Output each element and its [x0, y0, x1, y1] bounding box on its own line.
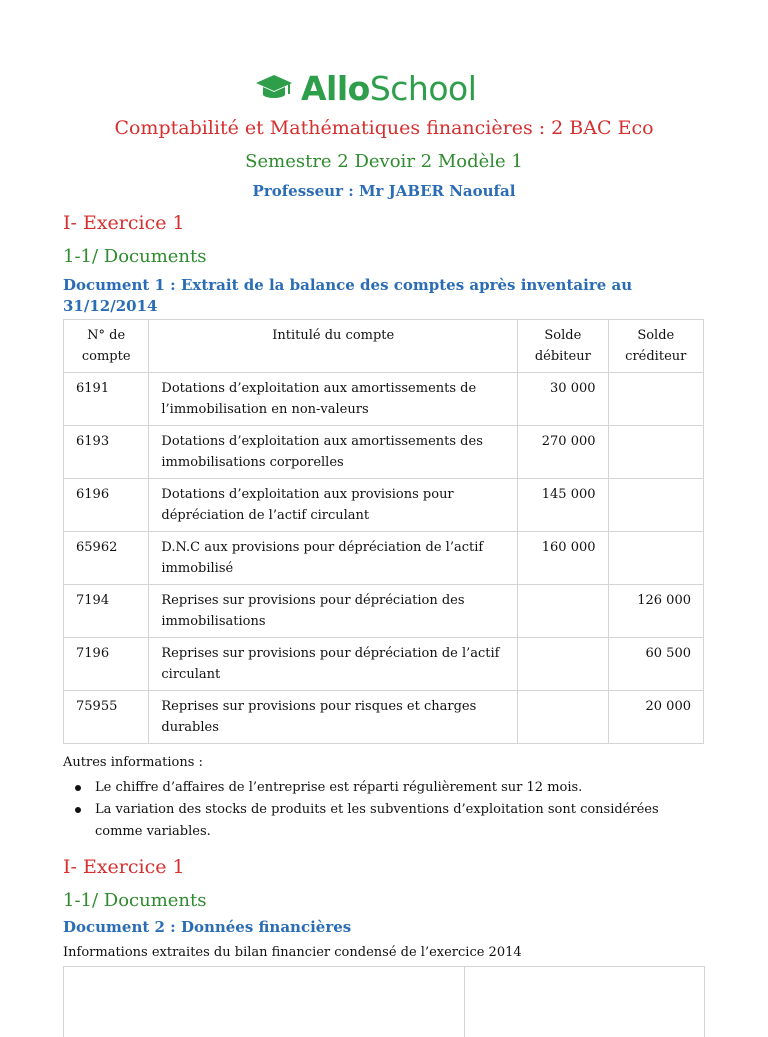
bullet-icon	[75, 785, 81, 791]
debit-value: 160 000	[518, 532, 608, 585]
header-credit: Solde créditeur	[608, 320, 703, 373]
table-header-row	[64, 320, 704, 373]
professor-name: Professeur : Mr JABER Naoufal	[252, 182, 516, 200]
account-number: 7196	[64, 638, 149, 691]
table-row	[64, 479, 704, 532]
account-label: Dotations d’exploitation aux amortissements de l’immobilisation en non-valeurs	[149, 373, 518, 426]
section1-subheading: 1-1/ Documents	[63, 246, 207, 267]
debit-value	[518, 638, 608, 691]
graduation-cap-icon	[255, 71, 293, 105]
financial-data-table	[63, 966, 705, 1037]
table-row	[64, 373, 704, 426]
credit-value	[608, 479, 703, 532]
account-label: Reprises sur provisions pour dépréciation des immobilisations	[149, 585, 518, 638]
balance-table	[63, 319, 704, 744]
document-title: Comptabilité et Mathématiques financières : 2 BAC Eco	[114, 117, 654, 139]
section2-subheading: 1-1/ Documents	[63, 890, 207, 911]
credit-value	[608, 373, 703, 426]
account-label: Dotations d’exploitation aux provisions pour dépréciation de l’actif circulant	[149, 479, 518, 532]
list-item: La variation des stocks de produits et les subventions d’exploitation sont considérées comme variables.	[63, 799, 693, 843]
document2-title: Document 2 : Données financières	[63, 918, 352, 936]
account-number: 6191	[64, 373, 149, 426]
document1-title: Document 1 : Extrait de la balance des comptes après inventaire au 31/12/2014	[63, 276, 633, 315]
account-label: Reprises sur provisions pour risques et charges durables	[149, 691, 518, 744]
credit-value: 60 500	[608, 638, 703, 691]
credit-value	[608, 532, 703, 585]
section2-heading: I- Exercice 1	[63, 856, 185, 878]
credit-value: 20 000	[608, 691, 703, 744]
table-row	[64, 691, 704, 744]
header-account-number: N° de compte	[64, 320, 149, 373]
debit-value	[518, 585, 608, 638]
alloschool-logo	[255, 66, 476, 110]
account-label: D.N.C aux provisions pour dépréciation de l’actif immobilisé	[149, 532, 518, 585]
debit-value: 270 000	[518, 426, 608, 479]
section1-heading: I- Exercice 1	[63, 212, 185, 234]
account-number: 7194	[64, 585, 149, 638]
account-label: Reprises sur provisions pour dépréciation de l’actif circulant	[149, 638, 518, 691]
bullet-icon	[75, 807, 81, 813]
table-row	[64, 638, 704, 691]
table-row	[64, 532, 704, 585]
table-row	[64, 585, 704, 638]
list-item: Le chiffre d’affaires de l’entreprise est réparti régulièrement sur 12 mois.	[63, 777, 693, 799]
debit-value: 30 000	[518, 373, 608, 426]
credit-value: 126 000	[608, 585, 703, 638]
table-divider	[464, 967, 465, 1037]
debit-value: 145 000	[518, 479, 608, 532]
debit-value	[518, 691, 608, 744]
credit-value	[608, 426, 703, 479]
document2-intro: Informations extraites du bilan financier condensé de l’exercice 2014	[63, 945, 522, 960]
header-account-label: Intitulé du compte	[149, 320, 518, 373]
account-number: 6196	[64, 479, 149, 532]
brand-name: AlloSchool	[301, 68, 477, 108]
account-number: 6193	[64, 426, 149, 479]
header-debit: Solde débiteur	[518, 320, 608, 373]
account-number: 75955	[64, 691, 149, 744]
document-subtitle: Semestre 2 Devoir 2 Modèle 1	[245, 151, 523, 172]
other-info-list	[63, 777, 693, 843]
account-number: 65962	[64, 532, 149, 585]
account-label: Dotations d’exploitation aux amortissements des immobilisations corporelles	[149, 426, 518, 479]
other-info-label: Autres informations :	[63, 755, 203, 770]
table-row	[64, 426, 704, 479]
